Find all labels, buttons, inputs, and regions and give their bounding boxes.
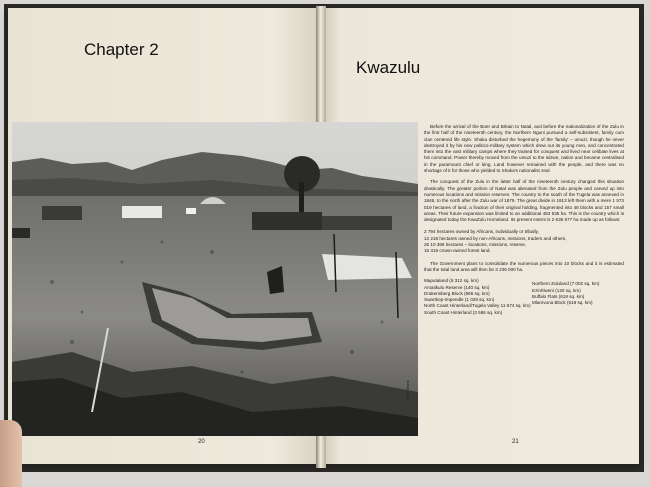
list-item: Mlamvuna Block (618 sq. km): [532, 300, 593, 306]
list-item: South Coast Hinterland (3 586 sq. km): [424, 309, 503, 315]
block-list-right: [532, 281, 599, 316]
list-item: North Coast Hinterland/Tugela Valley 11 674 sq. km): [424, 303, 531, 309]
paragraph: Before the arrival of the Boer and Britain to Natal, and before the nationalization of the Zulu in the first half of the nineteenth century, the Northern Nguni pursued a self-subsistent, family cum clan centered life style. Shaka disturbed the hegemony of the 'family' – umuzi, though he never destroyed it by his new politico-military system which drew out its young men, and concentrated them into the vast military camps where they trained for conquest and lived near celibate lives at his command. Power thereby moved from the umuzi to the isizwe, nation and became centralised in the paramount chief or king. Land however remained with the people, and there was no shortage of it for those who yielded to Shaka's nationalist zeal.: [424, 124, 624, 174]
list-item: Ezinhlweni (120 sq. km): [532, 287, 581, 293]
stat-line: 26 10 366 hectares – locations, missions, reserve,: [424, 242, 527, 248]
block-list: [424, 278, 624, 316]
left-page-number: 20: [198, 439, 205, 445]
block-list-left: [424, 278, 531, 316]
list-item: Maputaland (6 312 sq. km): [424, 278, 479, 284]
hand-thumb: [0, 420, 22, 487]
paragraph: The Government plans to consolidate the numerous pieces into 10 blocks and it is estimated that the total land area will then be 3 236 000 ha.: [424, 260, 624, 272]
list-item: Amatikulu Reserve (140 sq. km): [424, 284, 490, 290]
list-item: Swartkop-Impendle (1 028 sq. km): [424, 297, 495, 303]
landscape-photo: [12, 122, 418, 436]
list-item: Northern Zululand (7 002 sq. km): [532, 281, 600, 287]
body-text: [424, 124, 624, 316]
stat-line: 15 318 crown-owned forest land.: [424, 248, 491, 254]
stat-line: 2 794 hectares owned by Africans, individually or tribally,: [424, 229, 539, 235]
list-item: Drakensberg Block (865 sq. km): [424, 290, 490, 296]
chapter-title: Kwazulu: [356, 58, 421, 77]
paragraph: The conquest of the Zulu in the latter half of the nineteenth century changed this situation drastically. The greater portion of Natal was alienated from the Zulu people and carved up into numerous locations and mission reserves. The country to the south of the Tugela was annexed in 1846, to the north after the Zulu war of 1879. The great divide in 1913 left them with a mere 1 573 019 hectares of land, a fraction of their original holding, fragmented into 48 blocks and 157 small areas. Their future expansion was limited to an additional 453 535 ha. This is the country which is designated today the KwaZulu Homeland. Its present extent is 2 636 677 ha made up as follows:: [424, 179, 624, 223]
chapter-heading: Chapter 2: [84, 40, 159, 59]
land-stats: [424, 229, 624, 254]
list-item: Buffalo Flats (618 sq. km): [532, 293, 585, 299]
stat-line: 12 218 hectares owned by non-Africans, missions, traders and others,: [424, 235, 567, 241]
photo-credit: Dale Marts: [405, 380, 410, 400]
right-page-number: 21: [512, 439, 519, 445]
